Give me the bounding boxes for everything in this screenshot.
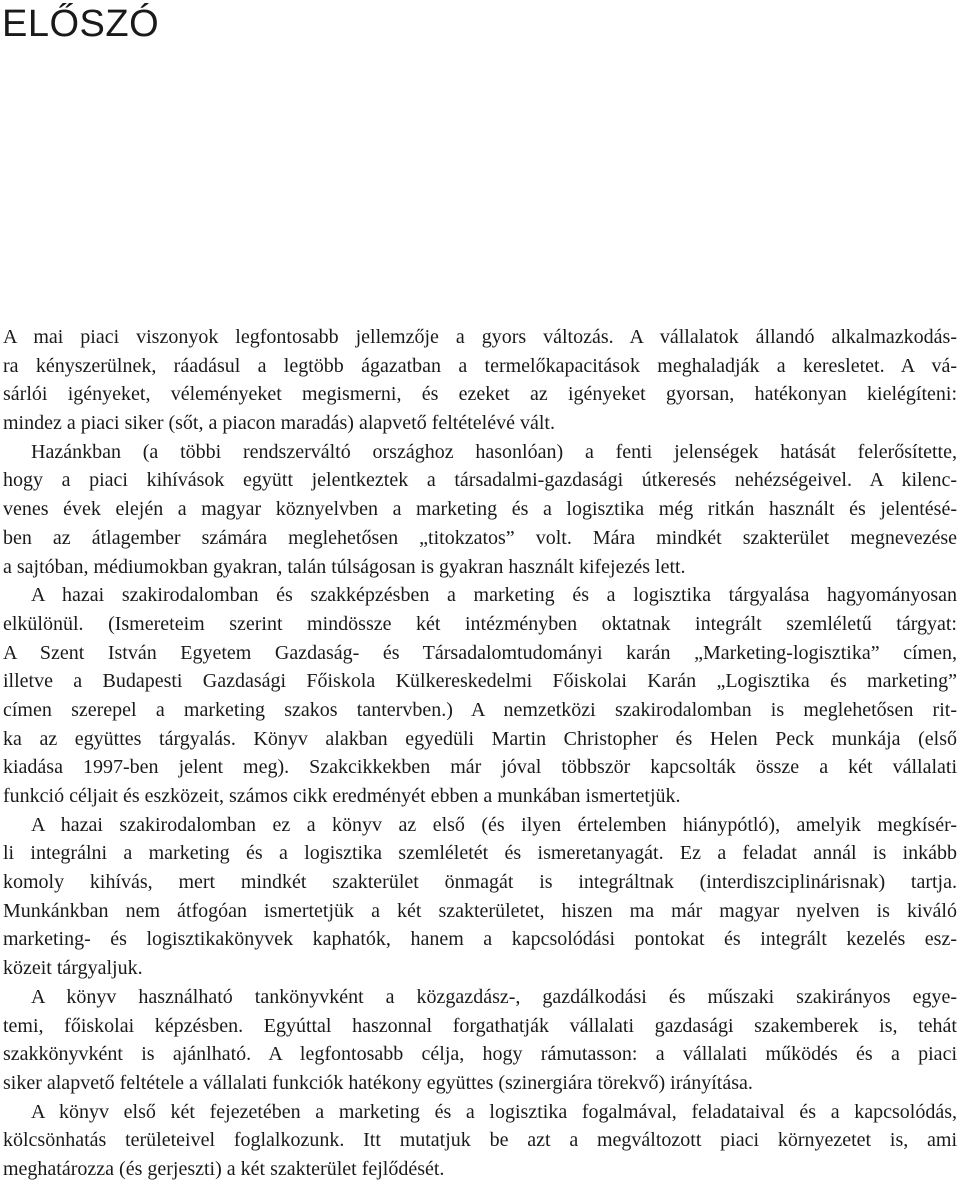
text-line: A könyv első két fejezetében a marketing és a logisztika fogalmával, feladataival és a kapcsolódás,	[31, 1100, 957, 1123]
text-line: sárlói igényeket, véleményeket megismerni, és ezeket az igényeket gyorsan, hatékonyan kielégíteni:	[3, 383, 957, 406]
text-line: hogy a piaci kihívások együtt jelentkeztek a társadalmi-gazdasági útkeresés nehézségeivel. A kilenc-	[3, 469, 957, 492]
text-line: elkülönül. (Ismereteim szerint mindössze két intézményben oktatnak integrált szemléletű tárgyat:	[3, 612, 957, 635]
text-line: szakkönyvként is ajánlható. A legfontosabb célja, hogy rámutasson: a vállalati működés és a piaci	[3, 1043, 957, 1066]
text-line: A Szent István Egyetem Gazdaság- és Társadalomtudományi karán „Marketing-logisztika” címen,	[3, 641, 957, 664]
text-line: mindez a piaci siker (sőt, a piacon maradás) alapvető feltételévé vált.	[3, 412, 555, 435]
text-line: marketing- és logisztikakönyvek kaphatók, hanem a kapcsolódási pontokat és integrált kezelés esz-	[3, 928, 957, 951]
text-line: ben az átlagember számára meglehetősen „titokzatos” volt. Mára mindkét szakterület megnevezése	[3, 526, 957, 549]
text-line: komoly kihívás, mert mindkét szakterület önmagát is integráltnak (interdiszciplinárisnak) tartja.	[3, 871, 957, 894]
text-line: meghatározza (és gerjeszti) a két szakterület fejlődését.	[3, 1157, 445, 1180]
text-line: li integrálni a marketing és a logisztika szemléletét és ismeretanyagát. Ez a feladat annál is inkább	[3, 842, 957, 865]
text-line: funkció céljait és eszközeit, számos cikk eredményét ebben a munkában ismertetjük.	[3, 785, 681, 807]
text-line: A könyv használható tankönyvként a közgazdász-, gazdálkodási és műszaki szakirányos egye-	[31, 985, 957, 1008]
text-line: címen szerepel a marketing szakos tantervben.) A nemzetközi szakirodalomban is meglehetősen rit-	[3, 698, 957, 721]
page-title: ELŐSZÓ	[2, 3, 160, 45]
text-line: temi, főiskolai képzésben. Egyúttal haszonnal forgathatják vállalati gazdasági szakemberek is, tehát	[3, 1014, 957, 1037]
text-line: A hazai szakirodalomban és szakképzésben a marketing és a logisztika tárgyalása hagyományosan	[31, 584, 957, 607]
text-line: kölcsönhatás területeivel foglalkozunk. Itt mutatjuk be azt a megváltozott piaci környezetet is, ami	[3, 1129, 957, 1152]
text-line: A hazai szakirodalomban ez a könyv az első (és ilyen értelemben hiánypótló), amelyik megkísér-	[31, 813, 957, 836]
text-line: siker alapvető feltétele a vállalati funkciók hatékony együttes (szinergiára törekvő) irányítása.	[3, 1071, 753, 1094]
text-line: a sajtóban, médiumokban gyakran, talán túlságosan is gyakran használt kifejezés lett.	[3, 555, 686, 578]
text-line: Munkánkban nem átfogóan ismertetjük a két szakterületet, hiszen ma már magyar nyelven is kiváló	[3, 899, 957, 922]
text-line: közeit tárgyaljuk.	[3, 957, 143, 980]
text-line: venes évek elején a magyar köznyelvben a marketing és a logisztika még ritkán használt és jelentésé-	[3, 498, 957, 521]
text-line: Hazánkban (a többi rendszerváltó országhoz hasonlóan) a fenti jelenségek hatását felerősítette,	[31, 440, 957, 463]
preface-body	[3, 323, 957, 1184]
text-line: A mai piaci viszonyok legfontosabb jellemzője a gyors változás. A vállalatok állandó alkalmazkodás-	[3, 326, 957, 348]
text-line: illetve a Budapesti Gazdasági Főiskola Külkereskedelmi Főiskolai Karán „Logisztika és marketing”	[3, 670, 957, 693]
text-line: ka az együttes tárgyalás. Könyv alakban egyedüli Martin Christopher és Helen Peck munkája (első	[3, 727, 957, 750]
text-line: ra kényszerülnek, ráadásul a legtöbb ágazatban a termelőkapacitások meghaladják a keresletet. A vá-	[3, 354, 957, 377]
text-line: kiadása 1997-ben jelent meg). Szakcikkekben már jóval többször kapcsolták össze a két vállalati	[3, 756, 957, 779]
